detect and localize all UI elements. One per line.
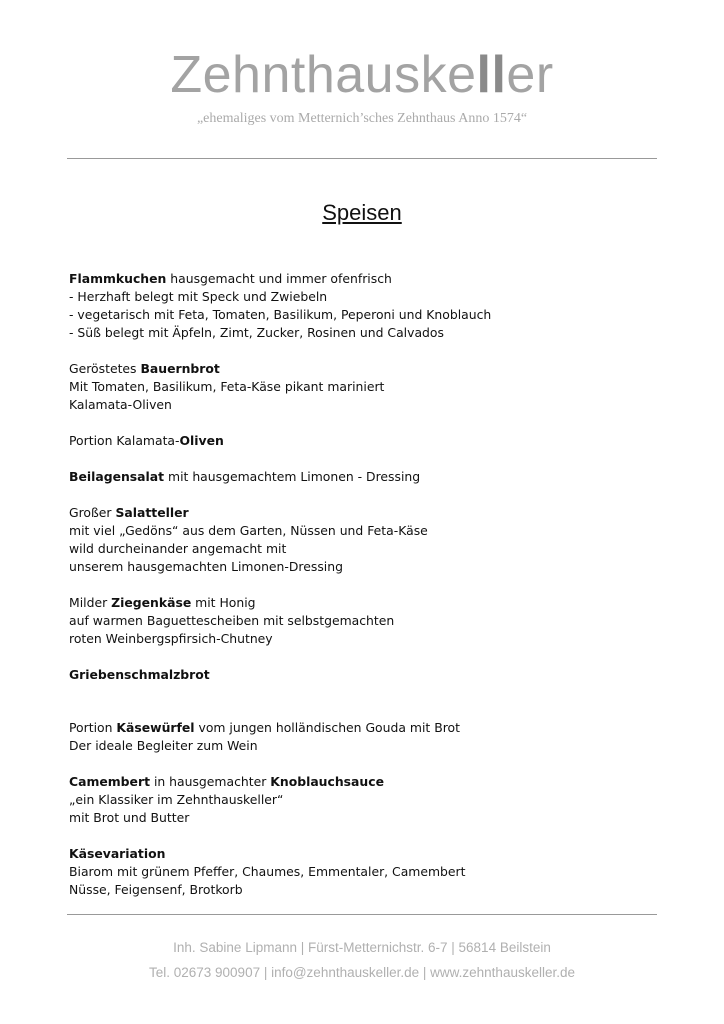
brand-text-highlight: ll — [476, 46, 507, 104]
menu-item-description — [69, 630, 669, 648]
menu-item — [69, 773, 669, 827]
dish-name: Bauernbrot — [140, 361, 220, 376]
text: „ein Klassiker im Zehnthauskeller“ — [69, 792, 284, 807]
menu-item-description — [69, 791, 669, 809]
text: auf warmen Baguettescheiben mit selbstgemachten — [69, 613, 395, 628]
brand-logo — [0, 44, 724, 106]
menu-item-description — [69, 881, 669, 899]
text: Portion Kalamata- — [69, 433, 180, 448]
menu-item — [69, 719, 669, 755]
text: unserem hausgemachten Limonen-Dressing — [69, 559, 343, 574]
menu-item-title — [69, 468, 669, 486]
text: mit Brot und Butter — [69, 810, 190, 825]
menu-item-title — [69, 504, 669, 522]
dish-name: Ziegenkäse — [111, 595, 192, 610]
menu-item-description — [69, 737, 669, 755]
text: Mit Tomaten, Basilikum, Feta-Käse pikant mariniert — [69, 379, 385, 394]
dish-name: Käsevariation — [69, 846, 166, 861]
menu-item-description — [69, 378, 669, 396]
text: - Herzhaft belegt mit Speck und Zwiebeln — [69, 289, 328, 304]
dish-name: Flammkuchen — [69, 271, 167, 286]
dish-name: Oliven — [179, 433, 224, 448]
menu-item-description — [69, 558, 669, 576]
brand-text: Zehnthauske — [170, 46, 477, 104]
text: hausgemacht und immer ofenfrisch — [166, 271, 392, 286]
menu-item — [69, 594, 669, 648]
menu-item — [69, 845, 669, 899]
menu-item-description — [69, 288, 669, 306]
dish-name: Beilagensalat — [69, 469, 165, 484]
dish-name: Griebenschmalzbrot — [69, 667, 210, 682]
menu-item-description — [69, 306, 669, 324]
text: Nüsse, Feigensenf, Brotkorb — [69, 882, 243, 897]
footer-contact: Tel. 02673 900907 | info@zehnthauskeller.de | www.zehnthauskeller.de — [148, 965, 575, 980]
menu-item — [69, 360, 669, 414]
menu-item-description — [69, 324, 669, 342]
text: Milder — [69, 595, 112, 610]
text: Kalamata-Oliven — [69, 397, 172, 412]
text: mit Honig — [191, 595, 256, 610]
menu-item-title — [69, 719, 669, 737]
menu-list — [69, 270, 669, 917]
text: in hausgemachter — [150, 774, 271, 789]
menu-item-description — [69, 863, 669, 881]
text: mit hausgemachtem Limonen - Dressing — [164, 469, 421, 484]
text: roten Weinbergspfirsich-Chutney — [69, 631, 273, 646]
menu-item-description — [69, 540, 669, 558]
text: Portion — [69, 720, 117, 735]
menu-item — [69, 504, 669, 576]
header-divider — [67, 158, 657, 159]
text: wild durcheinander angemacht mit — [69, 541, 287, 556]
menu-item-description — [69, 612, 669, 630]
page-title: Speisen — [322, 200, 402, 225]
menu-item — [69, 666, 669, 684]
menu-item-description — [69, 396, 669, 414]
menu-item-description — [69, 522, 669, 540]
menu-item-title — [69, 594, 669, 612]
dish-name: Camembert — [69, 774, 150, 789]
brand-text: er — [506, 46, 554, 104]
menu-item — [69, 270, 669, 342]
menu-item-title — [69, 360, 669, 378]
menu-item-title — [69, 270, 669, 288]
text: - Süß belegt mit Äpfeln, Zimt, Zucker, Rosinen und Calvados — [69, 325, 444, 340]
footer-divider — [67, 914, 657, 915]
footer-address: Inh. Sabine Lipmann | Fürst-Metternichstr. 6-7 | 56814 Beilstein — [173, 940, 551, 955]
text: mit viel „Gedöns“ aus dem Garten, Nüssen und Feta-Käse — [69, 523, 428, 538]
menu-item — [69, 432, 669, 450]
text: Geröstetes — [69, 361, 141, 376]
text: Biarom mit grünem Pfeffer, Chaumes, Emmentaler, Camembert — [69, 864, 466, 879]
dish-name: Käsewürfel — [116, 720, 195, 735]
tagline: „ehemaliges vom Metternich’sches Zehnthaus Anno 1574“ — [196, 111, 528, 126]
dish-name: Knoblauchsauce — [270, 774, 384, 789]
menu-item-title — [69, 845, 669, 863]
text: - vegetarisch mit Feta, Tomaten, Basilikum, Peperoni und Knoblauch — [69, 307, 492, 322]
menu-item-title — [69, 432, 669, 450]
menu-item-description — [69, 809, 669, 827]
text: Der ideale Begleiter zum Wein — [69, 738, 258, 753]
text: Großer — [69, 505, 116, 520]
dish-name: Salatteller — [115, 505, 189, 520]
menu-item-title — [69, 773, 669, 791]
menu-item — [69, 468, 669, 486]
text: vom jungen holländischen Gouda mit Brot — [194, 720, 460, 735]
menu-item-title — [69, 666, 669, 684]
